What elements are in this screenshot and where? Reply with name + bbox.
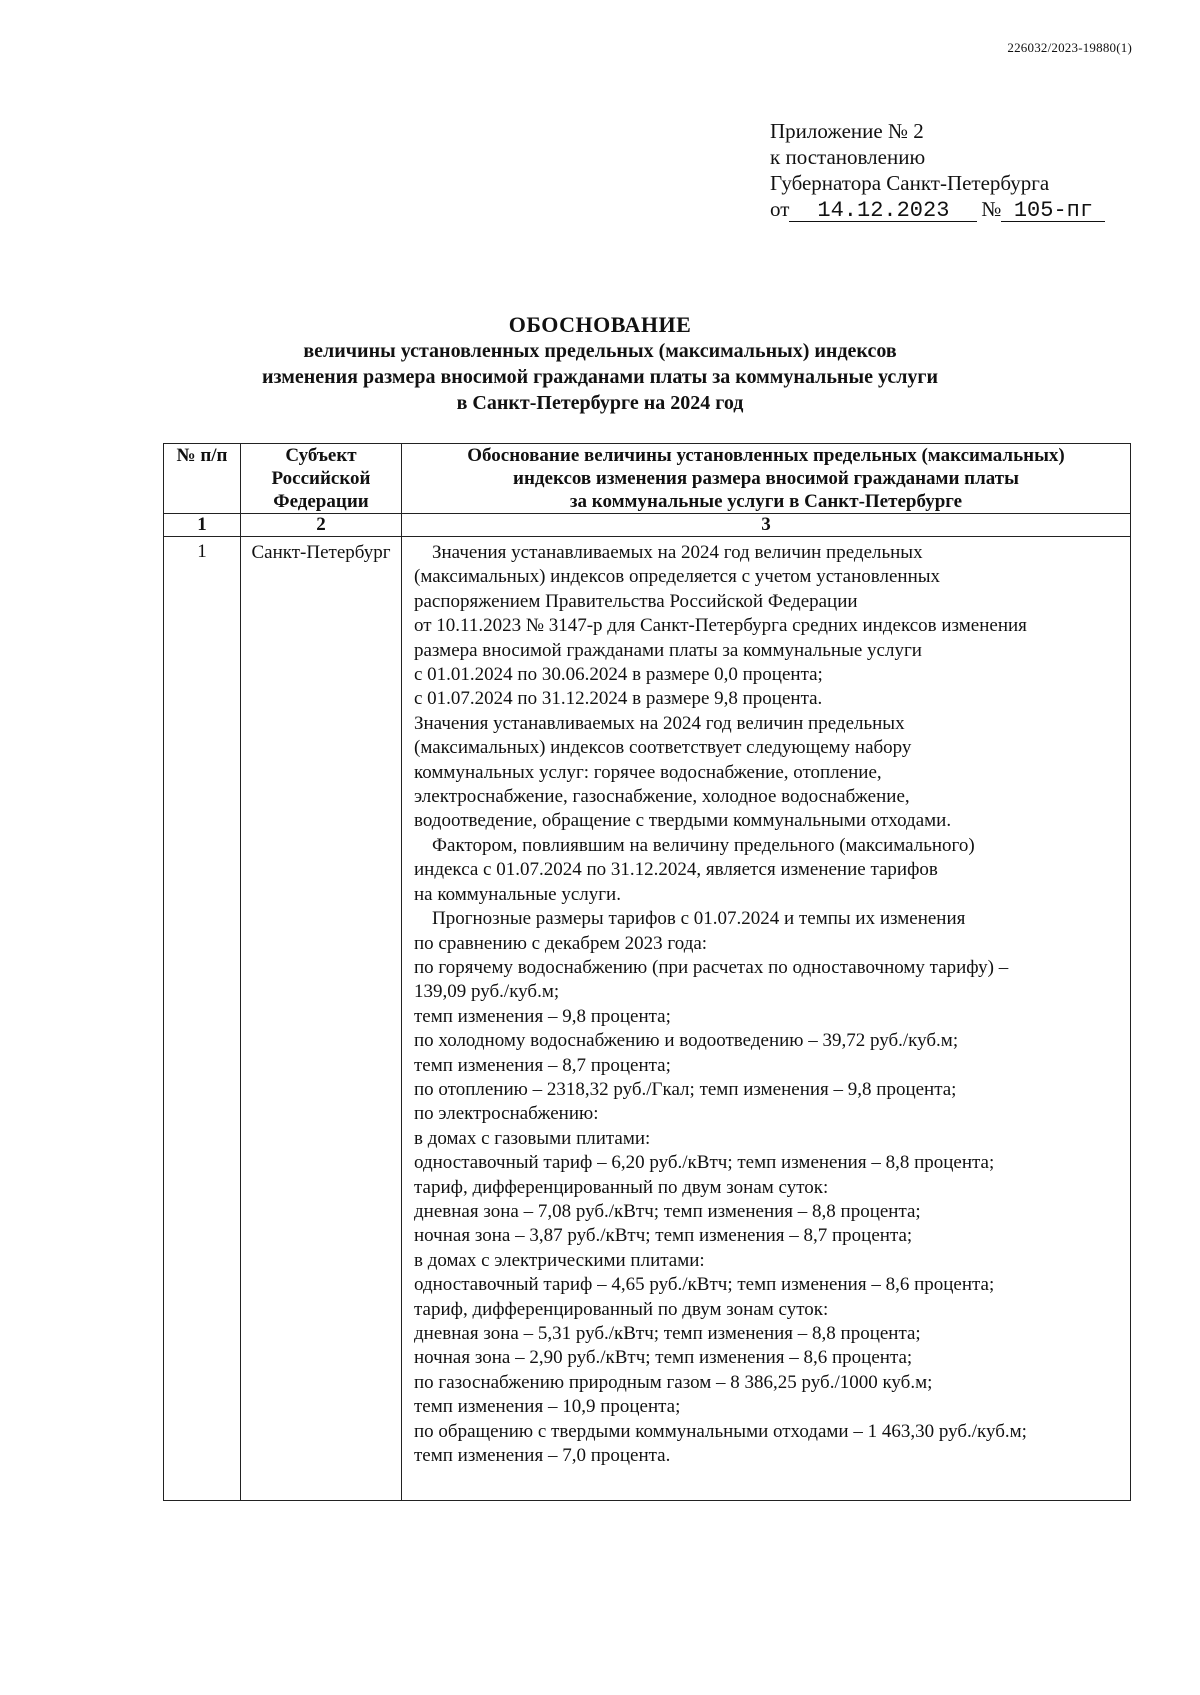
justification-line: в домах с электрическими плитами: (414, 1249, 705, 1271)
justification-line: в домах с газовыми плитами: (414, 1127, 651, 1149)
document-registration-number: 226032/2023-19880(1) (1007, 40, 1132, 55)
justification-line: по сравнению с декабрем 2023 года: (414, 932, 708, 954)
justification-line: (максимальных) индексов определяется с учетом установленных (414, 566, 941, 588)
justification-line: тариф, дифференцированный по двум зонам суток: (414, 1298, 829, 1320)
justification-line: ночная зона – 3,87 руб./кВтч; темп изменения – 8,7 процента; (414, 1225, 913, 1247)
justification-line: размера вносимой гражданами платы за коммунальные услуги (414, 639, 922, 661)
heading-line-2: изменения размера вносимой гражданами платы за коммунальные услуги (261, 366, 939, 388)
justification-line: по холодному водоснабжению и водоотведению – 39,72 руб./куб.м; (414, 1030, 959, 1052)
column-numbers-row (164, 514, 1131, 537)
justification-line: дневная зона – 7,08 руб./кВтч; темп изменения – 8,8 процента; (414, 1200, 921, 1222)
appendix-authority: Губернатора Санкт-Петербурга (770, 171, 1050, 195)
justification-line: электроснабжение, газоснабжение, холодное водоснабжение, (414, 786, 910, 808)
justification-line: дневная зона – 5,31 руб./кВтч; темп изменения – 8,8 процента; (414, 1323, 921, 1344)
justification-line: Прогнозные размеры тарифов с 01.07.2024 и темпы их изменения (432, 908, 966, 930)
justification-line: темп изменения – 9,8 процента; (414, 1005, 671, 1027)
justification-line: с 01.01.2024 по 30.06.2024 в размере 0,0 процента; (414, 664, 823, 686)
date-value: 14.12.2023 (789, 201, 977, 222)
justification-line: водоотведение, обращение с твердыми коммунальными отходами. (414, 810, 952, 832)
appendix-reference: к постановлению (770, 145, 926, 169)
justification-line: Фактором, повлиявшим на величину предельного (максимального) (432, 834, 975, 856)
justification-line: коммунальных услуг: горячее водоснабжение, отопление, (414, 761, 882, 783)
appendix-date-number-row (770, 196, 1105, 222)
header-justification (402, 444, 1131, 514)
justification-line: по электроснабжению: (414, 1103, 599, 1125)
date-label: от (770, 197, 790, 221)
justification-line: Значения устанавливаемых на 2024 год величин предельных (432, 542, 923, 563)
justification-line: тариф, дифференцированный по двум зонам суток: (414, 1176, 829, 1198)
header-subject: Субъект Российской Федерации (241, 444, 402, 514)
justification-line: по обращению с твердыми коммунальными отходами – 1 463,30 руб./куб.м; (414, 1420, 1027, 1442)
heading-line-3: в Санкт-Петербурге на 2024 год (456, 392, 744, 414)
document-heading (150, 312, 1050, 416)
header-number: № п/п (164, 444, 241, 514)
justification-line: с 01.07.2024 по 31.12.2024 в размере 9,8 процента. (414, 688, 823, 710)
justification-line: одноставочный тариф – 4,65 руб./кВтч; темп изменения – 8,6 процента; (414, 1274, 995, 1296)
justification-table (163, 443, 1131, 1501)
justification-line: (максимальных) индексов соответствует следующему набору (414, 737, 912, 759)
justification-line: от 10.11.2023 № 3147-р для Санкт-Петербурга средних индексов изменения (414, 615, 1027, 637)
table-header-row (164, 444, 1131, 514)
justification-line: Значения устанавливаемых на 2024 год величин предельных (414, 712, 905, 734)
justification-line: одноставочный тариф – 6,20 руб./кВтч; темп изменения – 8,8 процента; (414, 1152, 995, 1174)
column-number: 2 (241, 514, 402, 537)
column-number: 3 (402, 514, 1131, 537)
header-justification-line: за коммунальные услуги в Санкт-Петербурге (569, 491, 963, 512)
row-subject: Санкт-Петербург (241, 537, 402, 1501)
justification-line: на коммунальные услуги. (414, 883, 621, 905)
justification-line: темп изменения – 7,0 процента. (414, 1445, 671, 1467)
justification-line: распоряжением Правительства Российской Федерации (414, 590, 858, 612)
header-justification-line: Обоснование величины установленных предельных (максимальных) (467, 445, 1065, 466)
justification-line: по отоплению – 2318,32 руб./Гкал; темп изменения – 9,8 процента; (414, 1078, 957, 1100)
heading-title: ОБОСНОВАНИЕ (508, 312, 692, 337)
justification-line: по газоснабжению природным газом – 8 386,25 руб./1000 куб.м; (414, 1371, 933, 1393)
number-value: 105-пг (1001, 201, 1105, 222)
column-number: 1 (164, 514, 241, 537)
justification-line: темп изменения – 10,9 процента; (414, 1396, 681, 1418)
justification-line: по горячему водоснабжению (при расчетах по одноставочному тарифу) – (414, 956, 1009, 978)
justification-line: 139,09 руб./куб.м; (414, 981, 560, 1003)
header-justification-line: индексов изменения размера вносимой гражданами платы (513, 468, 1019, 489)
heading-line-1: величины установленных предельных (максимальных) индексов (303, 340, 897, 362)
appendix-block (770, 118, 1105, 222)
table-row (164, 537, 1131, 1501)
number-label: № (981, 197, 1002, 221)
justification-line: индекса с 01.07.2024 по 31.12.2024, является изменение тарифов (414, 859, 938, 881)
row-justification (402, 537, 1131, 1501)
justification-line: ночная зона – 2,90 руб./кВтч; темп изменения – 8,6 процента; (414, 1347, 913, 1369)
justification-line: темп изменения – 8,7 процента; (414, 1054, 671, 1076)
row-number: 1 (164, 537, 241, 1501)
appendix-title: Приложение № 2 (770, 119, 924, 143)
